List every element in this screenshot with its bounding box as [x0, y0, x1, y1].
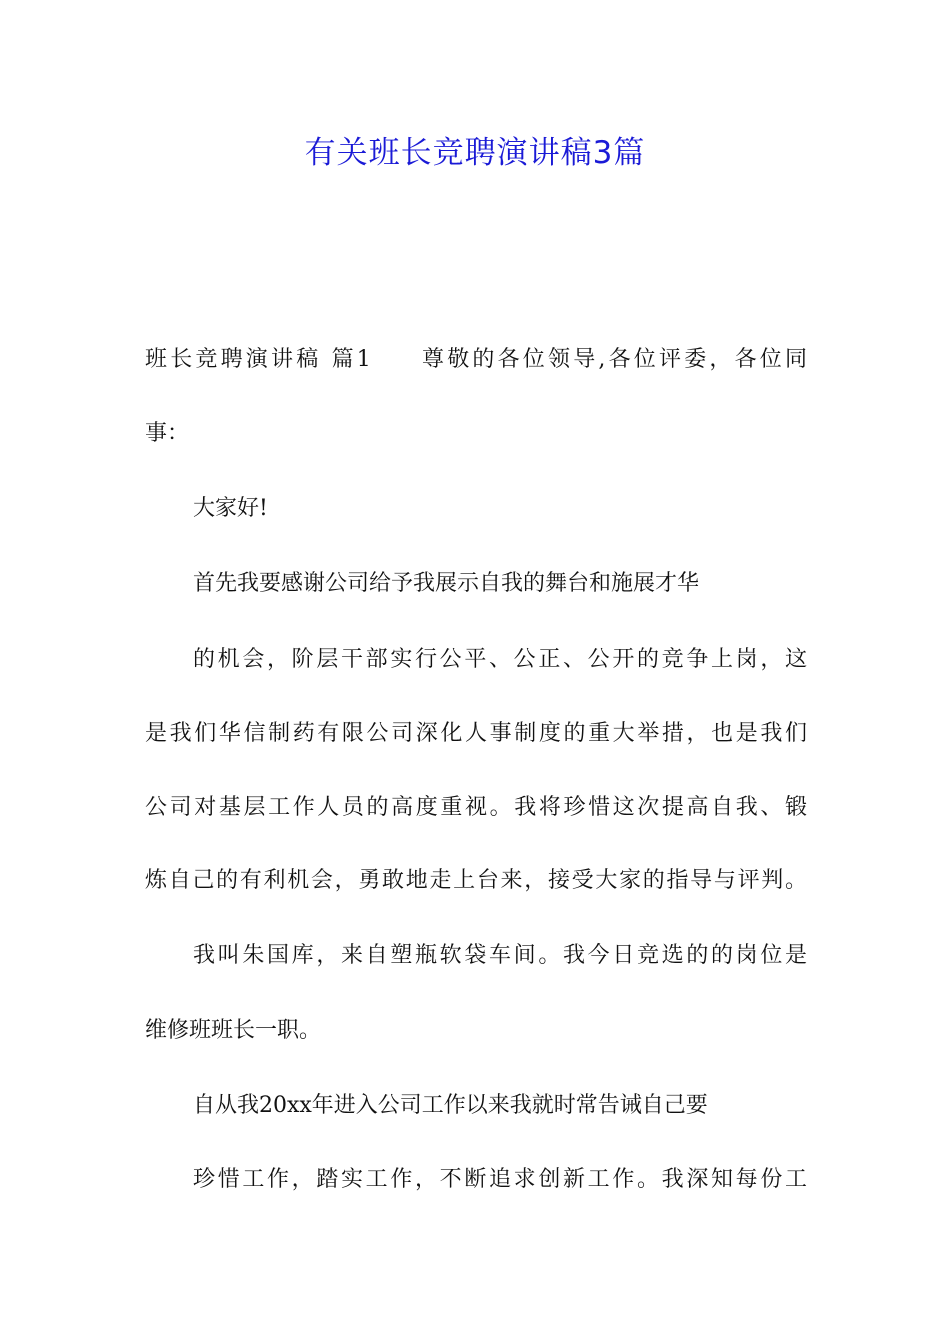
- document-title: 有关班长竞聘演讲稿3篇: [304, 135, 646, 171]
- paragraph-line: 炼自己的有利机会，勇敢地走上台来，接受大家的指导与评判。: [145, 868, 807, 893]
- paragraph-line: 自从我20xx年进入公司工作以来我就时常告诫自己要: [193, 1093, 708, 1118]
- paragraph-line: 我叫朱国库，来自塑瓶软袋车间。我今日竞选的的岗位是: [193, 943, 807, 968]
- paragraph-line: 珍惜工作，踏实工作，不断追求创新工作。我深知每份工: [193, 1167, 807, 1192]
- section-heading: 班长竞聘演讲稿 篇1: [145, 347, 371, 372]
- paragraph-line: 公司对基层工作人员的高度重视。我将珍惜这次提高自我、锻: [145, 795, 807, 820]
- paragraph-line: 维修班班长一职。: [145, 1018, 322, 1043]
- salutation-text: 尊敬的各位领导,各位评委，各位同: [418, 347, 807, 372]
- paragraph-line: [145, 340, 807, 380]
- paragraph-line: 是我们华信制药有限公司深化人事制度的重大举措，也是我们: [145, 721, 807, 746]
- paragraph-line: 大家好!: [193, 496, 268, 521]
- paragraph-line: 的机会，阶层干部实行公平、公正、公开的竞争上岗，这: [193, 647, 807, 672]
- paragraph-line: 首先我要感谢公司给予我展示自我的舞台和施展才华: [193, 571, 700, 596]
- paragraph-line: 事：: [145, 421, 190, 446]
